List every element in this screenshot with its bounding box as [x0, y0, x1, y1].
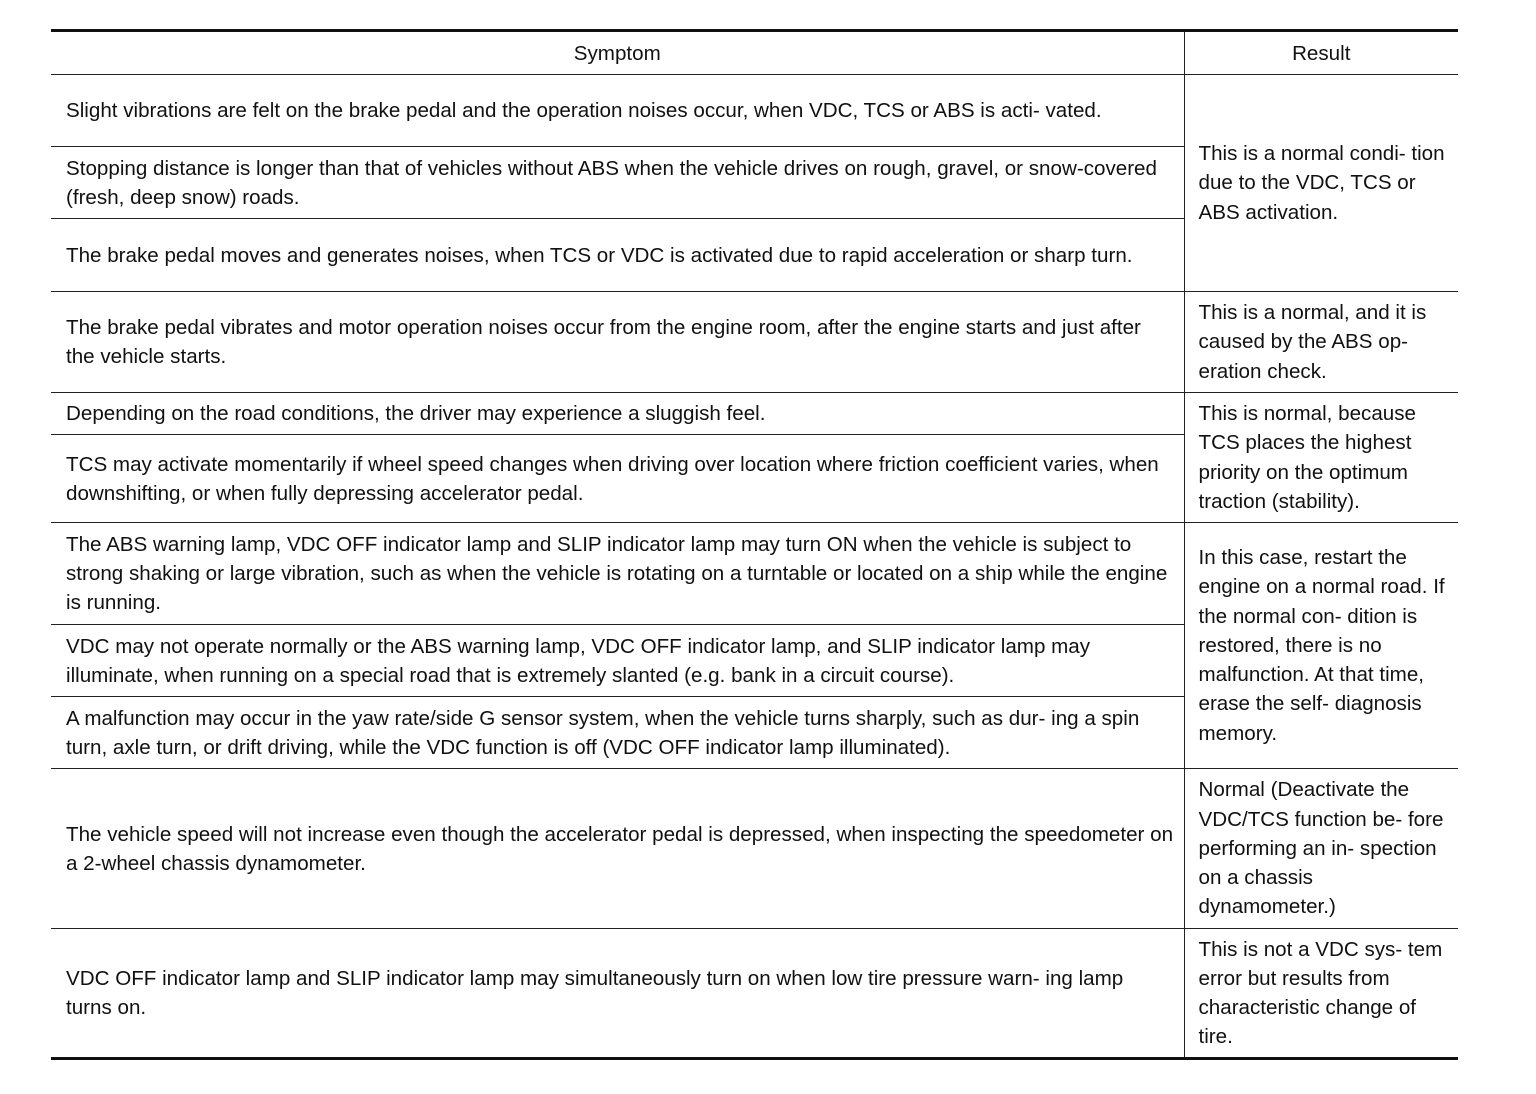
symptom-cell: TCS may activate momentarily if wheel speed changes when driving over location where friction coefficient varies, when downshifting, or when fully depressing accelerator pedal. [51, 435, 1184, 523]
symptom-cell: The brake pedal moves and generates noises, when TCS or VDC is activated due to rapid acceleration or sharp turn. [51, 219, 1184, 292]
symptom-cell: VDC may not operate normally or the ABS warning lamp, VDC OFF indicator lamp, and SLIP indicator lamp may illuminate, when running on a special road that is extremely slanted (e.g. bank in a circuit course). [51, 625, 1184, 697]
result-cell: Normal (Deactivate the VDC/TCS function be- fore performing an in- spection on a chassis dynamometer.) [1184, 769, 1458, 929]
symptom-cell: The brake pedal vibrates and motor operation noises occur from the engine room, after the engine starts and just after the vehicle starts. [51, 292, 1184, 393]
result-cell: This is a normal condi- tion due to the VDC, TCS or ABS activation. [1184, 75, 1458, 292]
table-row [51, 393, 1458, 435]
table-header-row [51, 31, 1458, 75]
symptom-header: Symptom [51, 31, 1184, 75]
result-header: Result [1184, 31, 1458, 75]
symptom-cell: A malfunction may occur in the yaw rate/side G sensor system, when the vehicle turns sharply, such as dur- ing a spin turn, axle turn, or drift driving, while the VDC function is off (VDC OFF indicator lamp illuminated). [51, 697, 1184, 769]
symptom-cell: VDC OFF indicator lamp and SLIP indicator lamp may simultaneously turn on when low tire pressure warn- ing lamp turns on. [51, 929, 1184, 1059]
symptom-cell: Stopping distance is longer than that of vehicles without ABS when the vehicle drives on rough, gravel, or snow-covered (fresh, deep snow) roads. [51, 147, 1184, 219]
table-row [51, 523, 1458, 625]
table-row [51, 292, 1458, 393]
symptom-cell: The ABS warning lamp, VDC OFF indicator lamp and SLIP indicator lamp may turn ON when the vehicle is subject to strong shaking or large vibration, such as when the vehicle is rotating on a turntable or located on a ship while the engine is running. [51, 523, 1184, 625]
result-cell: This is not a VDC sys- tem error but results from characteristic change of tire. [1184, 929, 1458, 1059]
result-cell: This is a normal, and it is caused by the ABS op- eration check. [1184, 292, 1458, 393]
symptom-cell: Slight vibrations are felt on the brake pedal and the operation noises occur, when VDC, TCS or ABS is acti- vated. [51, 75, 1184, 147]
result-cell: In this case, restart the engine on a normal road. If the normal con- dition is restored, there is no malfunction. At that time, erase the self- diagnosis memory. [1184, 523, 1458, 769]
table-row [51, 75, 1458, 147]
table-row [51, 769, 1458, 929]
result-cell: This is normal, because TCS places the highest priority on the optimum traction (stability). [1184, 393, 1458, 523]
symptom-cell: The vehicle speed will not increase even though the accelerator pedal is depressed, when inspecting the speedometer on a 2-wheel chassis dynamometer. [51, 769, 1184, 929]
symptom-cell: Depending on the road conditions, the driver may experience a sluggish feel. [51, 393, 1184, 435]
table-row [51, 929, 1458, 1059]
symptom-result-table [51, 29, 1458, 1060]
